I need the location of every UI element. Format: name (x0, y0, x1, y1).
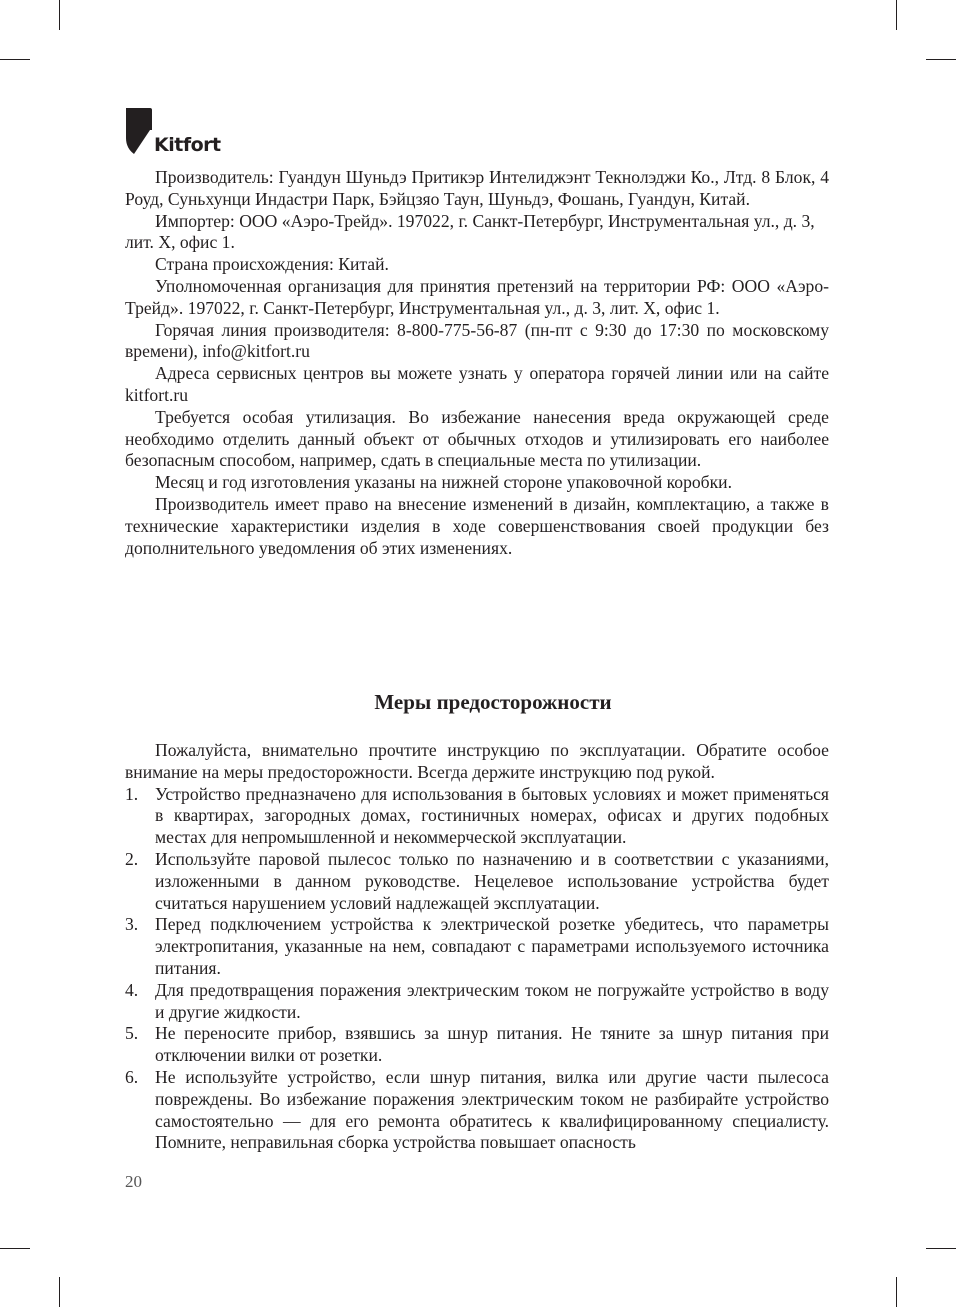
page-number: 20 (125, 1172, 142, 1191)
item-number: 2. (125, 848, 139, 869)
item-number: 5. (125, 1023, 139, 1044)
intro-paragraph: Импортер: ООО «Аэро-Трейд». 197022, г. Санкт-Петербург, Инструментальная ул., д. 3, лит. Х, офис 1. (125, 210, 815, 253)
list-item (125, 1023, 829, 1067)
intro-paragraph: Уполномоченная организация для принятия претензий на территории РФ: ООО «Аэро-Трейд». 197022, г. Санкт-Петербург, Инструментальная ул., д. 3, лит. Х, офис 1. (125, 275, 829, 318)
list-item (125, 914, 829, 979)
crop-mark (926, 59, 956, 60)
crop-mark (59, 0, 60, 30)
crop-mark (896, 1277, 897, 1307)
intro-paragraph: Месяц и год изготовления указаны на нижней стороне упаковочной коробки. (155, 472, 732, 493)
intro-paragraph: Производитель: Гуандун Шуньдэ Притикэр Интелиджэнт Текнолэджи Ко., Лтд. 8 Блок, 4 Роуд, Суньхунци Индастри Парк, Бэйцзяо Таун, Шуньдэ, Фошань, Гуандун, Китай. (125, 167, 829, 209)
item-number: 3. (125, 914, 139, 935)
list-item (125, 849, 829, 914)
intro-paragraph: Требуется особая утилизация. Во избежание нанесения вреда окружающей среде необходимо отделить данный объект от обычных отходов и утилизировать его наиболее безопасным способом, например, сдать в специальные места по утилизации. (125, 406, 829, 471)
crop-mark (896, 0, 897, 30)
safety-lead: Пожалуйста, внимательно прочтите инструкцию по эксплуатации. Обратите особое внимание на меры предосторожности. Всегда держите инструкцию под рукой. (125, 740, 829, 782)
list-item (125, 980, 829, 1024)
crop-mark (0, 59, 30, 60)
item-text: Устройство предназначено для использования в бытовых условиях и может применяться в квартирах, загородных домах, гостиничных номерах, офисах и других подобных местах для непромышленной и некоммерческой эксплуатации. (155, 783, 829, 848)
item-text: Перед подключением устройства к электрической розетке убедитесь, что параметры электропитания, указанные на нем, совпадают с параметрами используемого источника питания. (155, 914, 829, 978)
item-text: Используйте паровой пылесос только по назначению и в соответствии с указаниями, изложенными в данном руководстве. Нецелевое использование устройства будет считаться нарушением условий надлежащей эксплуатации. (155, 848, 829, 913)
crop-mark (926, 1248, 956, 1249)
safety-list (125, 784, 829, 1155)
brand-name: Kitfort (154, 134, 221, 156)
intro-paragraph: Производитель имеет право на внесение изменений в дизайн, комплектацию, а также в технические характеристики изделия в ходе совершенствования своей продукции без дополнительного уведомления об этих изменениях. (125, 493, 829, 558)
manufacturer-info (125, 167, 829, 559)
item-text: Не используйте устройство, если шнур питания, вилка или другие части пылесоса повреждены. Во избежание поражения электрическим током не разбирайте устройство самостоятельно — для его ремонта обратитесь к квалифицированному специалисту. Помните, неправильная сборка устройства повышает опасность (155, 1066, 829, 1153)
list-item (125, 784, 829, 849)
item-text: Для предотвращения поражения электрическим током не погружайте устройство в воду и другие жидкости. (155, 979, 829, 1022)
safety-section (125, 740, 829, 1154)
list-item (125, 1067, 829, 1154)
item-text: Не переносите прибор, взявшись за шнур питания. Не тяните за шнур питания при отключении вилки от розетки. (155, 1023, 829, 1066)
intro-paragraph: Адреса сервисных центров вы можете узнать у оператора горячей линии или на сайте kitfort.ru (125, 363, 829, 405)
item-number: 4. (125, 979, 139, 1000)
intro-paragraph: Страна происхождения: Китай. (155, 254, 389, 275)
section-title: Меры предосторожности (374, 690, 612, 714)
crop-mark (0, 1248, 30, 1249)
intro-paragraph: Горячая линия производителя: 8-800-775-56-87 (пн-пт с 9:30 до 17:30 по московскому времени), info@kitfort.ru (125, 319, 829, 362)
item-number: 1. (125, 783, 139, 804)
crop-mark (59, 1277, 60, 1307)
item-number: 6. (125, 1066, 139, 1087)
